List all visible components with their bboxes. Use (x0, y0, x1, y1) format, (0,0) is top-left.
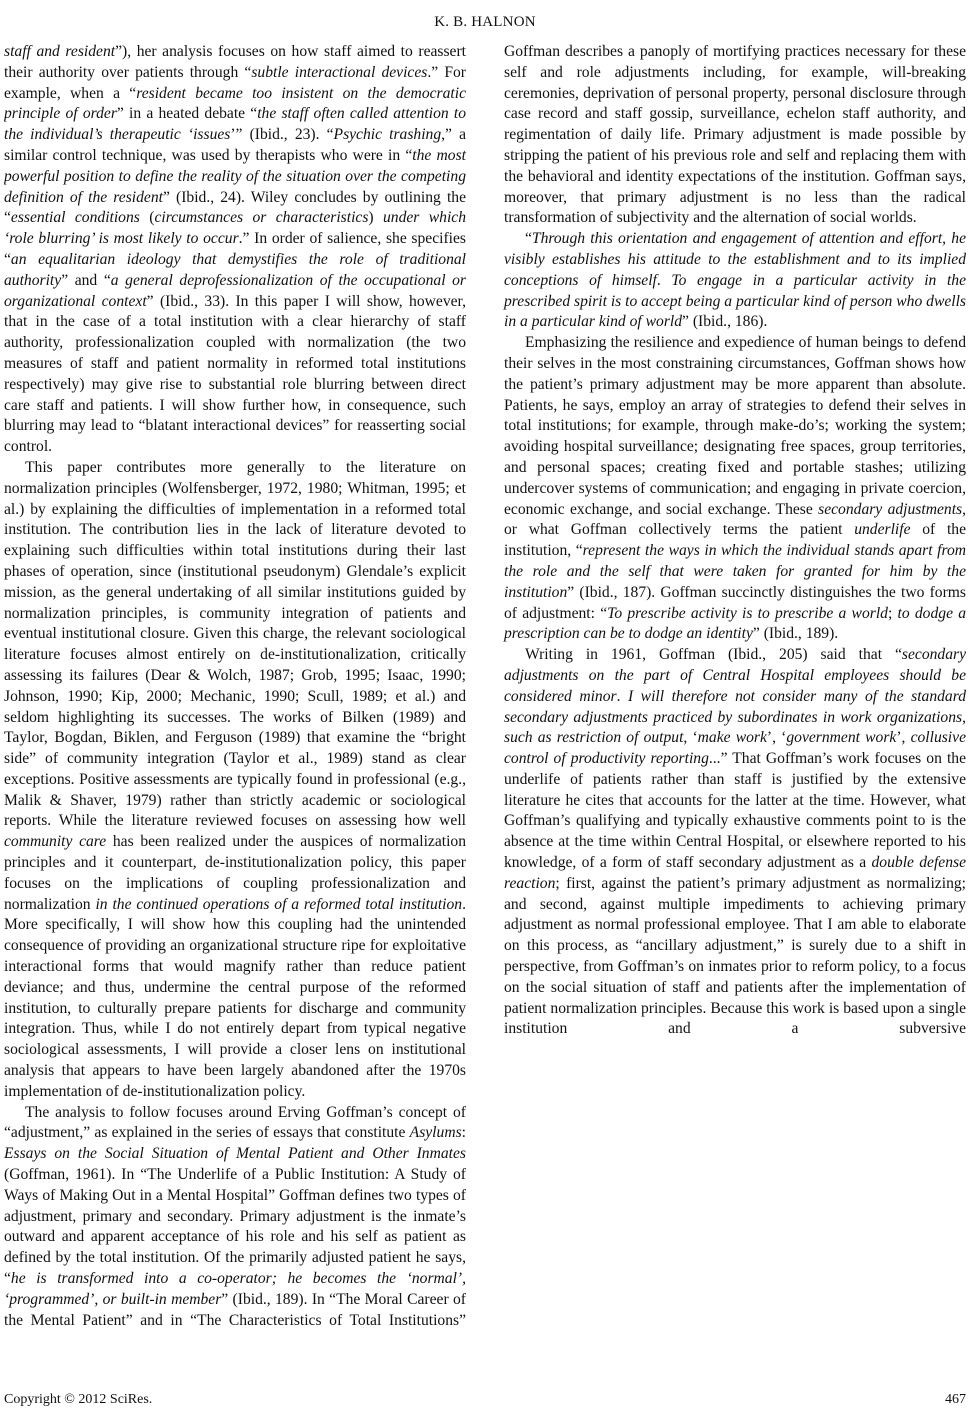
text-run: ” in a heated debate “ (116, 105, 258, 123)
italic-text: I will therefore not consider many of the standard secondary adjustments practiced by subordinates in work organizations (504, 687, 966, 726)
paragraph (4, 458, 466, 1103)
italic-text: community care (4, 833, 107, 851)
italic-text: essential conditions (10, 209, 140, 227)
italic-text: such as restriction of output (504, 729, 684, 747)
page-footer (4, 1392, 966, 1408)
text-run: : (461, 1124, 466, 1142)
italic-text: To engage in a particular activity in the prescribed spirit is to accept being a particular kind of person who dwells in a particular kind of world (504, 271, 966, 331)
text-run: ” (Ibid., 33). In this paper I will show, however, that in the case of a total institution with a clear hierarchy of staff authority, professionalization coupled with normalization (the two measures of staff and patient normality in reformed total institutions respectively) may give rise to substantial role blurring between direct care staff and patients. I will show further how, in consequence, such blurring may lead to “blatant interactional devices” for reasserting social control. (4, 292, 467, 456)
page-number: 467 (945, 1392, 966, 1407)
text-run: This paper contributes more generally to the literature on normalization principles (Wolfensberger, 1972, 1980; Whitman, 1995; et al.) by explaining the difficulties of implementation in a reformed total institution. The contribution lies in the lack of literature devoted to explaining such difficulties within total institutions during their last phases of operation, since (institutional pseudonym) Glendale’s explicit mission, as the general undertaking of all similar institutions guided by normalization principles, is community integration of patients and eventual institutional closure. Given this charge, the relevant sociological literature focuses almost entirely on de-institutionalization, critically assessing its failures (Dear & Wolch, 1987; Grob, 1995; Isaac, 1990; Johnson, 1990; Kip, 2000; Mechanic, 1990; Scull, 1989; et al.) and seldom highlighting its successes. The works of Bilken (1989) and Taylor, Bogdan, Biklen, and Ferguson (1989) that examine the “bright side” of community integration (Taylor et al., 1989) stand as clear exceptions. Positive assessments are typically found in professional (e.g., Malik & Shaver, 1979) rather than strictly academic or sociological reports. While the literature reviewed focuses on assessing how well (4, 458, 466, 830)
running-head: K. B. HALNON (434, 14, 536, 30)
paragraph (504, 229, 966, 333)
italic-text: double defense reaction (504, 854, 966, 892)
paragraph (504, 645, 966, 1040)
italic-text: represent the ways in which the individual stands apart from the role and the self that were taken for granted for him by the institution (504, 542, 966, 601)
copyright-notice: Copyright © 2012 SciRes. (4, 1392, 153, 1407)
italic-text: staff and resident (4, 43, 116, 60)
text-run: “ (525, 230, 532, 248)
text-run: . (616, 687, 628, 705)
text-run: ” (Ibid., 24). Wiley concludes by outlining the “ (4, 188, 466, 227)
italic-text: Essays on the Social Situation of Mental Patient and Other Inmates (4, 1145, 466, 1163)
text-run: ” (Ibid., 189). (752, 625, 839, 643)
text-run: ” (Ibid., 189). In “The Moral Career of the Mental Patient” and in “The Characteristics of Total Institutions” Goffman describes a panoply of mortifying practices necessary for these self and role adjustments including, for example, will-breaking ceremonies, deprivation of personal property, personal disclosure through case record and staff gossip, surveillance, echelon staff authority, and regimentation of daily life. Primary adjustment is made possible by stripping the patient of his previous role and self and replacing them with the behavioral and identity expectations of the institution. Goffman says, moreover, that primary adjustment is no less than the radical transformation of subjectivity and the alternation of social worlds. (4, 43, 966, 1329)
text-run: ” (Ibid., 187). Goffman succinctly distinguishes the two forms of adjustment: “ (504, 583, 966, 622)
italic-text: he is transformed into a co-operator; he becomes the ‘normal’, ‘programmed’, or built-in member (4, 1270, 466, 1308)
text-run: The analysis to follow focuses around Erving Goffman’s concept of “adjustment,” as explained in the series of essays that constitute (4, 1103, 466, 1142)
italic-text: he visibly establishes his attitude to the establishment and to its implied conceptions of himself (504, 230, 966, 289)
italic-text: the most powerful position to define the reality of the situation over the competing definition of the resident (4, 146, 466, 206)
text-run: ’” (Ibid., 23). “ (230, 126, 334, 144)
text-run: . More specifically, I will show how this coupling had the unintended consequence of providing an organizational structure ripe for exploitative interactional forms that would magnify rather than reduce patient deviance; and thus, undermine the central purpose of the reformed institution, to culturally prepare patients for discharge and community integration. Thus, while I do not entirely depart from typical negative sociological assessments, I will provide a closer lens on institutional analysis that appears to have been largely abandoned after the 1970s implementation of de-institutionalization policy. (4, 895, 466, 1100)
italic-text: Asylums (409, 1124, 462, 1142)
article-body (4, 42, 966, 1340)
text-run: , or what Goffman collectively terms the patient (504, 500, 966, 539)
text-run: Writing in 1961, Goffman (Ibid., 205) said that “ (525, 646, 902, 664)
text-run: ” and “ (61, 271, 111, 289)
text-run: ’, ‘ (766, 729, 787, 747)
text-run: .” For example, when a “ (4, 63, 466, 102)
text-run: , (942, 230, 952, 248)
italic-text: under which ‘role blurring’ is most likely to occur (4, 209, 467, 248)
text-run: , ‘ (683, 729, 698, 747)
text-run: , (962, 708, 966, 726)
italic-text: an equalitarian ideology that demystifies the role of traditional authority (4, 250, 466, 289)
paragraph (504, 333, 966, 645)
text-run: has been realized under the auspices of normalization principles and it counterpart, de-institutionalization policy, this paper focuses on the implications of coupling professionalization and normalization (4, 833, 466, 913)
italic-text: Through this orientation and engagement of attention and effort (531, 230, 943, 248)
text-run: ( (139, 209, 155, 227)
italic-text: a general deprofessionalization of the occupational or organizational context (4, 271, 466, 310)
italic-text: resident became too insistent on the democratic principle of order (4, 84, 466, 123)
italic-text: secondary adjustments on the part of Central Hospital employees should be considered minor (504, 646, 966, 705)
text-run: ” (Ibid., 186). (682, 313, 768, 331)
italic-text: subtle interactional devices (251, 63, 428, 81)
text-run: . (656, 271, 672, 289)
italic-text: Psychic trashing (333, 126, 442, 144)
italic-text: secondary adjustments (818, 500, 963, 518)
text-run: ) (368, 209, 383, 227)
italic-text: government work (786, 729, 897, 747)
italic-text: in the continued operations of a reformed total institution (95, 895, 463, 913)
text-run: ; first, against the patient’s primary adjustment as normalizing; and second, against multiple impediments to achieving primary adjustment as normal professional employee. That I am able to elaborate on this process, as “ancillary adjustment,” is surely due to a shift in perspective, from Goffman’s on inmates prior to reform policy, to a focus on the social situation of staff and patients after the implementation of patient normalization principles. Because this work is based upon a single institution and a subversive (504, 874, 966, 1038)
italic-text: to dodge a prescription can be to dodge an identity (504, 604, 966, 643)
text-run: (Goffman, 1961). In “The Underlife of a Public Institution: A Study of Ways of Making Out in a Mental Hospital” Goffman defines two types of adjustment, primary and secondary. Primary adjustment is the inmate’s outward and apparent acceptance of his role and his self as patient as defined by the total institution. Of the primarily adjusted patient he says, “ (4, 1166, 466, 1288)
italic-text: make work (697, 729, 767, 747)
text-run: ,” a similar control technique, was used by therapists who were in “ (4, 126, 466, 164)
italic-text: underlife (854, 521, 911, 539)
italic-text: the staff often called attention to the individual’s therapeutic ‘issues (4, 105, 466, 144)
text-run: ; (887, 604, 898, 622)
italic-text: collusive control of productivity reporting (504, 729, 966, 768)
text-run: ...” That Goffman’s work focuses on the underlife of patients rather than staff is justified by the extensive literature he cites that accounts for the latter at the time. However, what Goffman’s qualifying and typically exhaustive comments point to is the absence at the time within Central Hospital, or elsewhere reported to his knowledge, of a form of staff secondary adjustment as a (504, 750, 966, 872)
text-run: ’, (896, 729, 911, 747)
text-run: ”), her analysis focuses on how staff aimed to reassert their authority over patients through “ (4, 43, 466, 81)
text-run: Emphasizing the resilience and expedience of human beings to defend their selves in the most constraining circumstances, Goffman shows how the patient’s primary adjustment may be more apparent than absolute. Patients, he says, employ an array of strategies to defend their selves in total institutions; for example, through make-do’s; working the system; avoiding hospital surveillance; designating free spaces, group territories, and personal spaces; creating fixed and portable stashes; utilizing undercover systems of communication; and engaging in private coercion, economic exchange, and social exchange. These (504, 334, 966, 518)
paragraph (4, 42, 466, 458)
italic-text: circumstances or characteristics (154, 209, 369, 227)
text-run: of the institution, “ (504, 521, 966, 560)
italic-text: To prescribe activity is to prescribe a world (607, 604, 888, 622)
text-run: .” In order of salience, she specifies “ (4, 230, 466, 268)
